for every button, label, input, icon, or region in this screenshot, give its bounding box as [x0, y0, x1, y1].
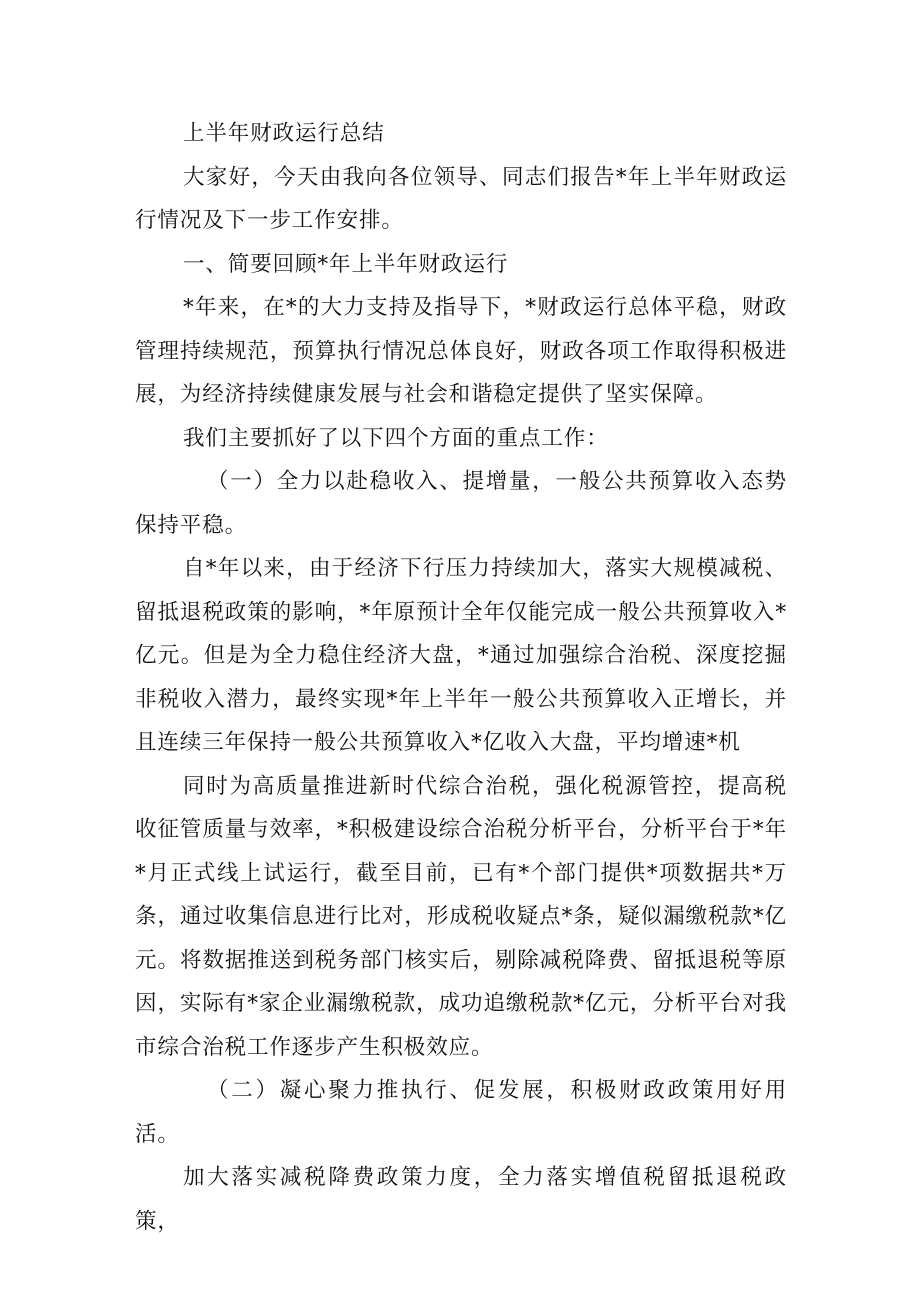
subsection-heading-2: （二）凝心聚力推执行、促发展，积极财政政策用好用活。 — [135, 1078, 787, 1147]
document-title: 上半年财政运行总结 — [183, 121, 385, 146]
subsection-heading-1: （一）全力以赴稳收入、提增量，一般公共预算收入态势保持平稳。 — [135, 469, 787, 538]
paragraph-revenue: 自*年以来，由于经济下行压力持续加大，落实大规模减税、留抵退税政策的影响，*年原预计全年仅能完成一般公共预算收入*亿元。但是为全力稳住经济大盘，*通过加强综合治税、深度挖掘非税收入潜力，最终实现*年上半年一般公共预算收入正增长，并且连续三年保持一般公共预算收入*亿收入大盘，平均增速*机 — [135, 556, 787, 755]
section-heading-1: 一、简要回顾*年上半年财政运行 — [183, 251, 509, 277]
paragraph-key-work-intro: 我们主要抓好了以下四个方面的重点工作： — [183, 425, 609, 451]
paragraph-tax-reduction: 加大落实减税降费政策力度，全力落实增值税留抵退税政策， — [135, 1165, 787, 1234]
document-body — [135, 112, 787, 1243]
paragraph-greeting: 大家好，今天由我向各位领导、同志们报告*年上半年财政运行情况及下一步工作安排。 — [135, 164, 787, 233]
paragraph-tax-platform: 同时为高质量推进新时代综合治税，强化税源管控，提高税收征管质量与效率，*积极建设综合治税分析平台，分析平台于*年*月正式线上试运行，截至目前，已有*个部门提供*项数据共*万条，通过收集信息进行比对，形成税收疑点*条，疑似漏缴税款*亿元。将数据推送到税务部门核实后，剔除减税降费、留抵退税等原因，实际有*家企业漏缴税款，成功追缴税款*亿元，分析平台对我市综合治税工作逐步产生积极效应。 — [135, 773, 787, 1060]
paragraph-overview: *年来，在*的大力支持及指导下，*财政运行总体平稳，财政管理持续规范，预算执行情况总体良好，财政各项工作取得积极进展，为经济持续健康发展与社会和谐稳定提供了坚实保障。 — [135, 295, 787, 407]
